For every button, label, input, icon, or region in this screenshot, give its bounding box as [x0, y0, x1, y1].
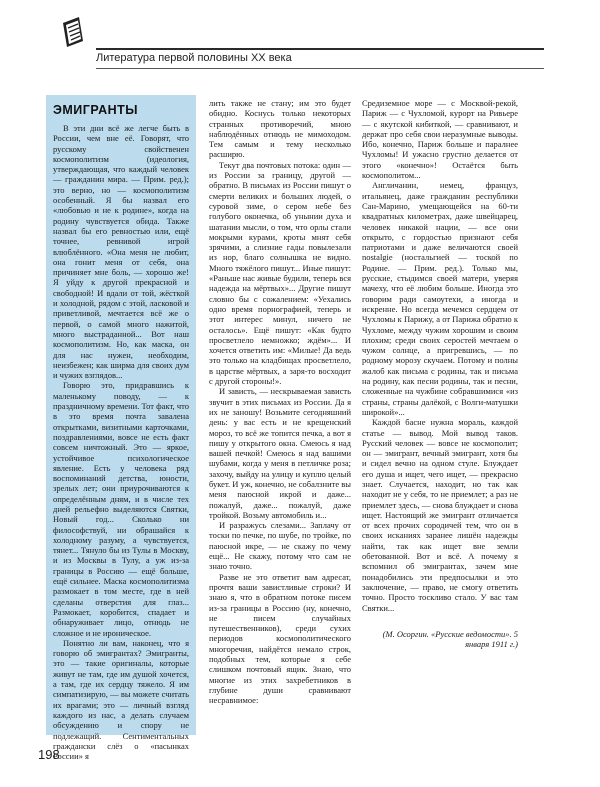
article-column-2 [209, 98, 351, 738]
article-paragraph: Текут два почтовых потока: один — из России за границу, другой — обратно. В письмах из России пишут о смерти великих и больших людей, о суровой зиме, о сером небе без голубого оконечка, об унынии духа и шатании мысли, о том, что орлы стали мокрыми курами, кроты мнят себя зрячими, а слизние гады повылезали из нор, благо солнышка не видно. Много тяжёлого пишут... Иные пишут: «Раньше нас живые будили, теперь вся надежда на мёртвых»... Другие пишут словно бы с сожалением: «Уехались одно время порнографией, теперь и этот интерес минул, ничего не осталось». Ещё пишут: «Как будто просветлело немножко; ждём»... И хочется ответить им: «Милые! Да ведь это только на кладбищах просветлело, в царстве мёртвых, а заря-то восходит с другой стороны!». [209, 159, 351, 387]
article-source-citation: (М. Осоргин. «Русские ведомости». 5 января 1911 г.) [382, 628, 518, 650]
article-paragraph: Понятно ли вам, наконец, что я говорю об эмигрантах? Эмигранты, это — такие оригиналы, которые живут не там, где им душой хочется, а там, где их сердцу тяжело. Я им симпатизирую, — вы можете считать их врагами; это — личный взгляд каждого из нас, а делать случаем обсуждению и спору не подлежащий. Сентиментальных граждански слёз о «пасынках России» я [53, 637, 189, 762]
article-paragraph: Говорю это, придравшись к маленькому поводу, — к праздничному времени. Тот факт, что в это время почта завалена открытками, визитными карточками, поздравлениями, вовсе не есть факт совсем ничтожный. Это — яркое, устойчивое психологическое явление. Есть у человека ряд воспоминаний детства, юности, зрелых лет; они приурочиваются к определённым дням, и в числе тех дней рельефно выделяются Святки, Новый год... Сколько ни философствуй, ни обрашайся к холодному разуму, а чувствуется, тянет... Тянуло бы из Тулы в Москву, и из Москвы в Тулу, а уж из-за границы в Россию — ещё больше, ещё сильнее. Маска космополитизма размокает в том месте, где в ней сделаны отверстия для глаз... Размокает, коробится, спадает и обнаруживает лицо, отнюдь не сложное и не ироническое. [53, 380, 189, 638]
article-paragraph: Англичанин, немец, француз, итальянец, даже гражданин республики Сан-Марино, умещающейся на 60-ти квадратных километрах, даже швейцарец, человек никакой нации, — все они открыто, с гордостью признают себя патриотами и даже величаются своей nostalgie (ностальгией — тоской по Родине. — Прим. ред.). Только мы, русские, стыдимся своей матери, уверяя мачеху, что её любим больше. Иногда это говорим ради самоутехи, а иногда и искренне. Но всегда мечемся сердцем от Чухломы к Парижу, а от Парижа обратно к Чухломе, между чужим хорошим и своим плохим; среди своих серостей мечтаем о чужом солнце, а пригревшись, — по родному морозу скучаем. Потому и полны жалоб как письма с родины, так и письма на родину, как песни родины, так и песни, сложенные на чужбине собравшимися «из страны, страны далёкой, с Волги-матушки широкой»... [362, 180, 518, 417]
article-paragraph: И разражусь слезами... Заплачу от тоски по печке, по шубе, по тройке, по паюсной икре, — не скажу по чему ещё... Не скажу, потому что сам не знаю точно. [209, 520, 351, 572]
page-number: 198 [38, 747, 60, 762]
article-paragraph: лить также не стану; им это будет обидно. Коснусь только некоторых странных противоречий, мною наблюдённых отнюдь не мимоходом. Тем самым и тему несколько расширю. [209, 98, 351, 160]
header-rule-bottom [96, 68, 544, 69]
header-rule-top [96, 48, 544, 50]
article-paragraph: Разве не это ответит вам адресат, прочтя ваши завистливые строки? И знаю я, что в обратном потоке писем из-за границы в Россию (ну, конечно, не писем случайных путешественников), среди сухих периодов космополитического многоречия, найдётся немало строк, подобных тем, которые я себе слишком почтовый ящик. Знаю, что многие из этих захребетников в глубине души сравнивают несравнимое: [209, 571, 351, 706]
book-stack-icon [60, 14, 86, 50]
article-title: ЭМИГРАНТЫ [53, 103, 139, 117]
article-paragraph: Каждой басне нужна мораль, каждой статье — вывод. Мой вывод таков. Русский человек — вовсе не космополит; он — эмигрант, вечный эмигрант, хотя бы и сидел вечно на одном стуле. Блуждает его душа и ищет, чего ищет, — прекрасно знает. Случается, находит, но так как находит не у себя, то не приемлет; а раз не приемлет здесь, — снова блуждает и снова ищет. Настоящий же эмигрант отличается от всех прочих сородичей тем, что он в своих исканиях заранее лишён надежды найти, так как ищет вне земли обетованной. Вот и всё. А почему я вспомнил об эмигрантах, зачем мне понадобились эти предпосылки и это заключение, — право, не смогу ответить точно. Просто тоскливо стало. У вас там Святки... [362, 417, 518, 613]
article-paragraph: И зависть, — нескрываемая зависть звучит в этих письмах из России. Да я их не заношу! Возьмите сегодняшний день: у вас есть и не крещенский мороз, то всё же топится печка, а вот я пишу у открытого окна. Смеюсь я над вашей печкой! Смеюсь я над вашими шубами, когда у меня в петличке роза; захочу, выйду на улицу и куплю целый букет. И уж, конечно, не собалзните вы меня паюсной икрой и даже... пожалуй, даже... пожалуй, даже тройкой. Возьму автомобиль и... [209, 386, 351, 520]
running-header-title: Литература первой половины XX века [96, 52, 292, 64]
article-paragraph: В эти дни всё же легче быть в России, чем вне её. Говорят, что русскому свойственен космополитизм (идеология, утверждающая, что каждый человек — гражданин мира. — Прим. ред.); это верно, но — космополитизм особенный. Я бы назвал его «любовью и не к родине», когда на родину чувствуется обида. Также назвал бы его ревностью или, ещё точнее, ревнивой игрой влюблённого. «Она меня не любит, она гонит меня от себя, она причиняет мне боль, — хорошо же! Я уйду к другой прекрасной и свободной! И вдали от той, жёсткой и холодной, рядом с этой, ласковой и приветливой, мечтается всё же о первой, о самой много нажитой, много выстраданной... Вот наш космополитизм. Но, как маска, он для нас нужен, необходим, неизбежен; как ширма для своих дум и чужих взглядов... [53, 123, 189, 381]
article-column-3 [362, 98, 518, 738]
article-paragraph: Средиземное море — с Москвой-рекой, Париж — с Чухломой, курорт на Ривьере — с якутской кибиткой, — сравнивают, и держат про себя свои неразумные выводы. Ибо, конечно, Париж больше и паралнее Чухломы! И ужасно грустно делается от этого «конечно»! Остаётся быть космополитом... [362, 98, 518, 181]
